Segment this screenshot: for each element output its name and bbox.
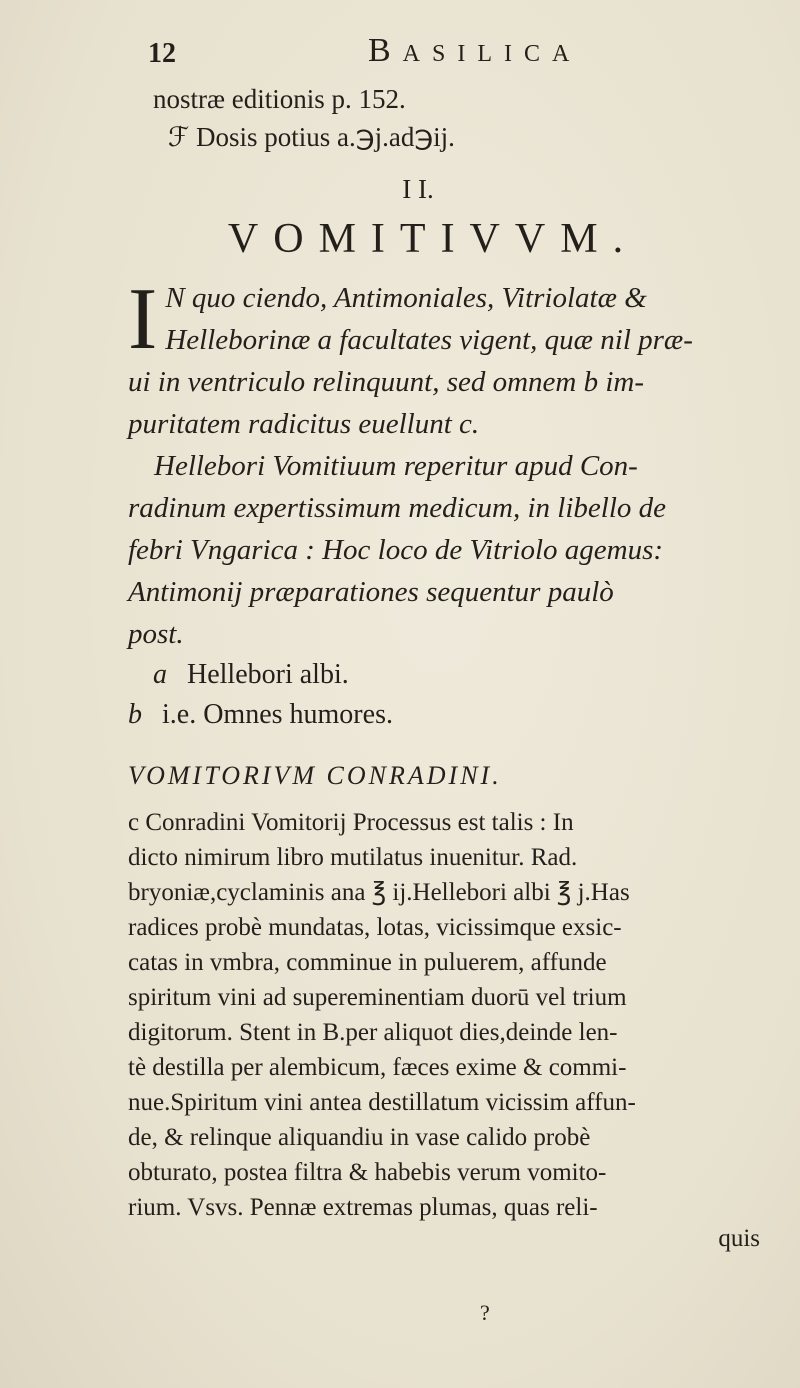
body-line: c Conradini Vomitorij Processus est talis : In <box>128 809 574 836</box>
main-line: radinum expertissimum medicum, in libello de <box>128 492 667 524</box>
note-letter: b <box>128 699 142 730</box>
catchword: quis <box>718 1225 760 1252</box>
body-line: catas in vmbra, comminue in puluerem, affunde <box>128 949 607 976</box>
top-line-dosis: ℱ Dosis potius a.℈j.ad℈ij. <box>168 122 455 152</box>
page-number: 12 <box>148 38 176 69</box>
note-text: i.e. Omnes humores. <box>162 699 393 730</box>
section-title: VOMITIVVM. <box>227 216 639 262</box>
running-title: Basilica <box>368 32 582 69</box>
section-number: I I. <box>402 174 434 204</box>
note-letter: a <box>153 659 167 690</box>
running-head <box>128 28 768 80</box>
body-line: rium. Vsvs. Pennæ extremas plumas, quas reli- <box>128 1194 598 1221</box>
note-text: Hellebori albi. <box>187 659 349 690</box>
main-line: puritatem radicitus euellunt c. <box>128 408 480 440</box>
body-line: spiritum vini ad supereminentiam duorū vel trium <box>128 984 627 1011</box>
body-line: nue.Spiritum vini antea destillatum vicissim affun- <box>128 1089 636 1116</box>
signature-mark: ? <box>480 1300 490 1325</box>
body-line: radices probè mundatas, lotas, vicissimque exsic- <box>128 914 622 941</box>
main-line: febri Vngarica : Hoc loco de Vitriolo agemus: <box>128 534 664 566</box>
body-line: tè destilla per alembicum, fæces exime & commi- <box>128 1054 627 1081</box>
main-line: N quo ciendo, Antimoniales, Vitriolatæ & <box>165 282 647 314</box>
body-line: dicto nimirum libro mutilatus inuenitur. Rad. <box>128 844 578 871</box>
body-paragraph <box>128 805 768 1225</box>
body-line: obturato, postea filtra & habebis verum vomito- <box>128 1159 607 1186</box>
note-b <box>128 695 768 735</box>
main-line: ui in ventriculo relinquunt, sed omnem b im- <box>128 366 645 398</box>
main-line: Antimonij præparationes sequentur paulò <box>128 576 614 608</box>
main-paragraph <box>128 271 768 655</box>
body-line: bryoniæ,cyclaminis ana ℥ ij.Hellebori albi ℥ j.Has <box>128 879 630 906</box>
main-line: Hellebori Vomitiuum reperitur apud Con- <box>154 450 638 482</box>
subsection-title: VOMITORIVM CONRADINI. <box>128 761 502 790</box>
top-line-edition: nostræ editionis p. 152. <box>153 84 406 114</box>
drop-cap: I <box>128 271 158 368</box>
main-line: Helleborinæ a facultates vigent, quæ nil præ- <box>165 324 693 356</box>
page-content <box>128 28 768 1253</box>
body-line: digitorum. Stent in B.per aliquot dies,deinde len- <box>128 1019 618 1046</box>
note-a <box>128 655 768 695</box>
body-line: de, & relinque aliquandiu in vase calido probè <box>128 1124 591 1151</box>
main-line: post. <box>128 618 184 650</box>
